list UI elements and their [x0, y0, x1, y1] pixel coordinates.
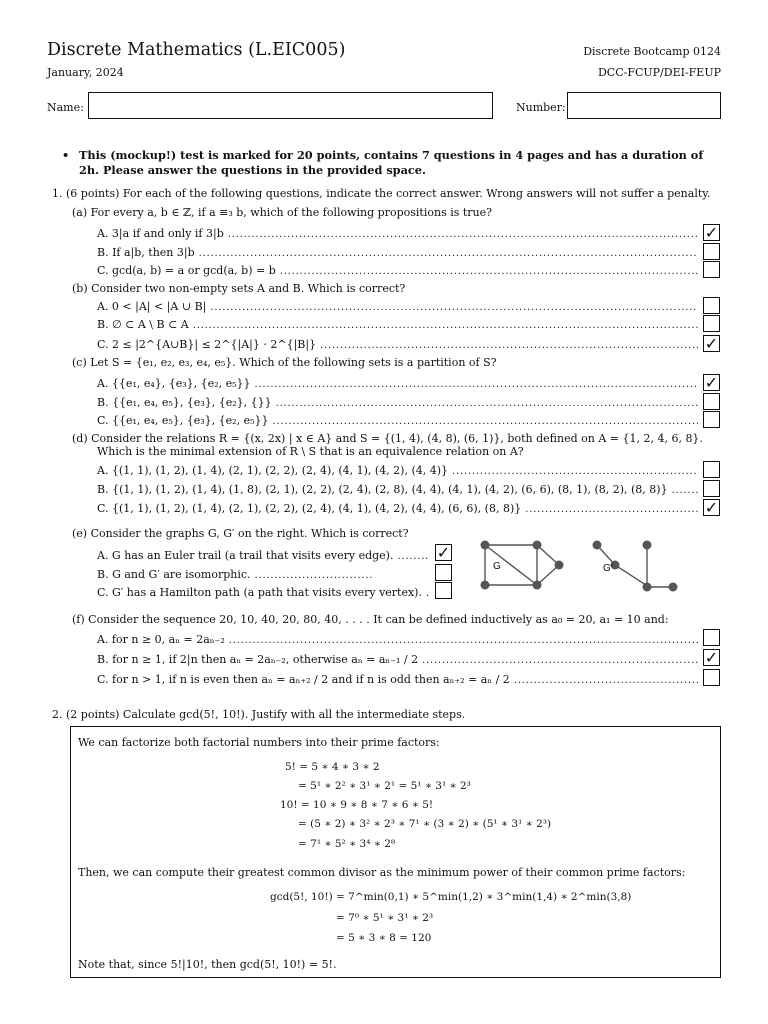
equation-6-rhs: 7^min(0,1) ∗ 5^min(1,2) ∗ 3^min(1,4) ∗ 2^min(3,8) [348, 891, 632, 903]
option-1f-A [97, 632, 701, 646]
answer-note: Note that, since 5!|10!, then gcd(5!, 10!) = 5!. [78, 958, 337, 971]
checkbox-1f-A[interactable] [703, 629, 720, 646]
graph-g-prime-label: G' [603, 563, 613, 574]
option-1b-B [97, 317, 701, 331]
name-field[interactable] [88, 92, 493, 119]
equation-4: = (5 ∗ 2) ∗ 3² ∗ 2³ ∗ 7¹ ∗ (3 ∗ 2) ∗ (5¹ ∗ 3¹ ∗ 2³) [298, 818, 552, 830]
graph-g-vertex [555, 561, 564, 570]
checkbox-1a-B[interactable] [703, 243, 720, 260]
option-label: B. {(1, 1), (1, 2), (1, 4), (1, 8), (2, 1), (2, 2), (2, 4), (2, 8), (4, 4), (4, 1), (4, 2), (6, 6), (8, 1), (8, 2), (8, 8)} [97, 483, 668, 496]
option-1e-A [97, 548, 433, 562]
option-label: A. {{e₁, e₄}, {e₃}, {e₂, e₅}} [97, 377, 251, 390]
option-label: C. {{e₁, e₄, e₅}, {e₃}, {e₂, e₅}} [97, 414, 269, 427]
question-2-title: 2. (2 points) Calculate gcd(5!, 10!). Justify with all the intermediate steps. [52, 708, 466, 721]
option-label: A. 3|a if and only if 3|b [97, 227, 224, 240]
option-label: A. for n ≥ 0, aₙ = 2aₙ₋₂ [97, 633, 225, 646]
option-label: B. G and G′ are isomorphic. [97, 568, 251, 581]
option-1f-C [97, 672, 701, 686]
checkbox-1e-C[interactable] [435, 582, 452, 599]
graphs-figure [475, 535, 685, 601]
answer-intro: We can factorize both factorial numbers into their prime factors: [78, 736, 440, 749]
checkbox-1e-B[interactable] [435, 564, 452, 581]
question-1a-prompt: (a) For every a, b ∈ ℤ, if a ≡₃ b, which of the following propositions is true? [72, 206, 493, 219]
graph-g-prime-vertex [643, 541, 652, 550]
option-label: B. {{e₁, e₄, e₅}, {e₃}, {e₂}, {}} [97, 396, 272, 409]
option-1e-B [97, 567, 433, 581]
graph-g-label: G [493, 561, 501, 572]
equation-3: 10! = 10 ∗ 9 ∗ 8 ∗ 7 ∗ 6 ∗ 5! [280, 799, 434, 811]
option-label: C. 2 ≤ |2^{A∪B}| ≤ 2^{|A|} · 2^{|B|} [97, 338, 317, 351]
option-1d-A [97, 463, 701, 477]
option-1a-A [97, 226, 701, 240]
bullet: • [62, 148, 70, 162]
graph-g-vertex [481, 581, 490, 590]
checkbox-1c-B[interactable] [703, 393, 720, 410]
number-field[interactable] [567, 92, 721, 119]
option-1d-B [97, 482, 701, 496]
question-1b-prompt: (b) Consider two non-empty sets A and B. Which is correct? [72, 282, 406, 295]
checkbox-1f-B[interactable]: ✓ [704, 647, 719, 667]
graph-g-prime-vertex [669, 583, 678, 592]
option-1b-A [97, 299, 701, 313]
question-1d-prompt-2: Which is the minimal extension of R \ S that is an equivalence relation on A? [97, 445, 524, 458]
option-label: C. gcd(a, b) = a or gcd(a, b) = b [97, 264, 276, 277]
question-1-title: 1. (6 points) For each of the following questions, indicate the correct answer. Wrong answers will not suffer a penalty. [52, 187, 711, 200]
equation-6-lhs: gcd(5!, 10!) = [270, 891, 349, 903]
graph-g-vertex [533, 581, 542, 590]
bootcamp-label: Discrete Bootcamp 0124 [583, 45, 721, 58]
option-1a-C [97, 263, 701, 277]
equation-5: = 7¹ ∗ 5² ∗ 3⁴ ∗ 2⁸ [298, 838, 396, 850]
graph-g-prime-vertex [593, 541, 602, 550]
graph-g-vertex [481, 541, 490, 550]
option-label: A. G has an Euler trail (a trail that visits every edge). [97, 549, 394, 562]
graph-g-vertex [533, 541, 542, 550]
equation-2: = 5¹ ∗ 2² ∗ 3¹ ∗ 2¹ = 5¹ ∗ 3¹ ∗ 2³ [298, 780, 471, 792]
equation-8: = 5 ∗ 3 ∗ 8 = 120 [336, 932, 432, 944]
question-1f-prompt: (f) Consider the sequence 20, 10, 40, 20, 80, 40, . . . . It can be defined inductively as a₀ = 20, a₁ = 10 and: [72, 613, 669, 626]
checkbox-1b-B[interactable] [703, 315, 720, 332]
checkbox-1d-B[interactable] [703, 480, 720, 497]
instructions [62, 148, 722, 178]
question-1e-prompt: (e) Consider the graphs G, G′ on the right. Which is correct? [72, 527, 409, 540]
option-1a-B [97, 245, 701, 259]
checkbox-1b-C[interactable]: ✓ [704, 333, 719, 353]
checkbox-1d-C[interactable]: ✓ [704, 497, 719, 517]
course-title: Discrete Mathematics (L.EIC005) [47, 40, 346, 60]
option-1e-C [97, 585, 433, 599]
option-label: C. G′ has a Hamilton path (a path that visits every vertex). [97, 586, 422, 599]
instructions-text: This (mockup!) test is marked for 20 points, contains 7 questions in 4 pages and has a duration of 2h. Please answer the questions in the provided space. [79, 148, 704, 177]
option-label: B. If a|b, then 3|b [97, 246, 195, 259]
question-1c-prompt: (c) Let S = {e₁, e₂, e₃, e₄, e₅}. Which of the following sets is a partition of S? [72, 356, 497, 369]
option-1f-B [97, 652, 701, 666]
checkbox-1b-A[interactable] [703, 297, 720, 314]
checkbox-1a-A[interactable]: ✓ [704, 222, 719, 242]
option-label: A. {(1, 1), (1, 2), (1, 4), (2, 1), (2, 2), (2, 4), (4, 1), (4, 2), (4, 4)} [97, 464, 449, 477]
checkbox-1e-A[interactable]: ✓ [436, 542, 451, 562]
option-label: B. ∅ ⊂ A \ B ⊂ A [97, 318, 189, 331]
name-label: Name: [47, 101, 84, 114]
answer-then: Then, we can compute their greatest common divisor as the minimum power of their common prime factors: [78, 866, 686, 879]
option-label: B. for n ≥ 1, if 2|n then aₙ = 2aₙ₋₂, otherwise aₙ = aₙ₋₁ / 2 [97, 653, 419, 666]
graph-g-prime-vertex [643, 583, 652, 592]
question-1d-prompt: (d) Consider the relations R = {(x, 2x) | x ∈ A} and S = {(1, 4), (4, 8), (6, 1)}, both defined on A = {1, 2, 4, 6, 8}. [72, 432, 703, 445]
checkbox-1d-A[interactable] [703, 461, 720, 478]
equation-1: 5! = 5 ∗ 4 ∗ 3 ∗ 2 [285, 761, 380, 773]
checkbox-1c-A[interactable]: ✓ [704, 372, 719, 392]
department-label: DCC-FCUP/DEI-FEUP [597, 66, 721, 79]
option-label: C. {(1, 1), (1, 2), (1, 4), (2, 1), (2, 2), (2, 4), (4, 1), (4, 2), (4, 4), (6, 6), (8, 8)} [97, 502, 522, 515]
option-1c-C [97, 413, 701, 427]
option-1c-B [97, 395, 701, 409]
option-1d-C [97, 501, 701, 515]
equation-7: = 7⁰ ∗ 5¹ ∗ 3¹ ∗ 2³ [336, 912, 434, 924]
checkbox-1f-C[interactable] [703, 669, 720, 686]
option-label: C. for n > 1, if n is even then aₙ = aₙ₊₂ / 2 and if n is odd then aₙ₊₂ = aₙ / 2 [97, 673, 510, 686]
option-label: A. 0 < |A| < |A ∪ B| [97, 300, 207, 313]
number-label: Number: [516, 101, 566, 114]
exam-date: January, 2024 [47, 66, 124, 79]
option-1b-C [97, 337, 701, 351]
checkbox-1c-C[interactable] [703, 411, 720, 428]
equation-6 [270, 891, 631, 903]
checkbox-1a-C[interactable] [703, 261, 720, 278]
option-1c-A [97, 376, 701, 390]
